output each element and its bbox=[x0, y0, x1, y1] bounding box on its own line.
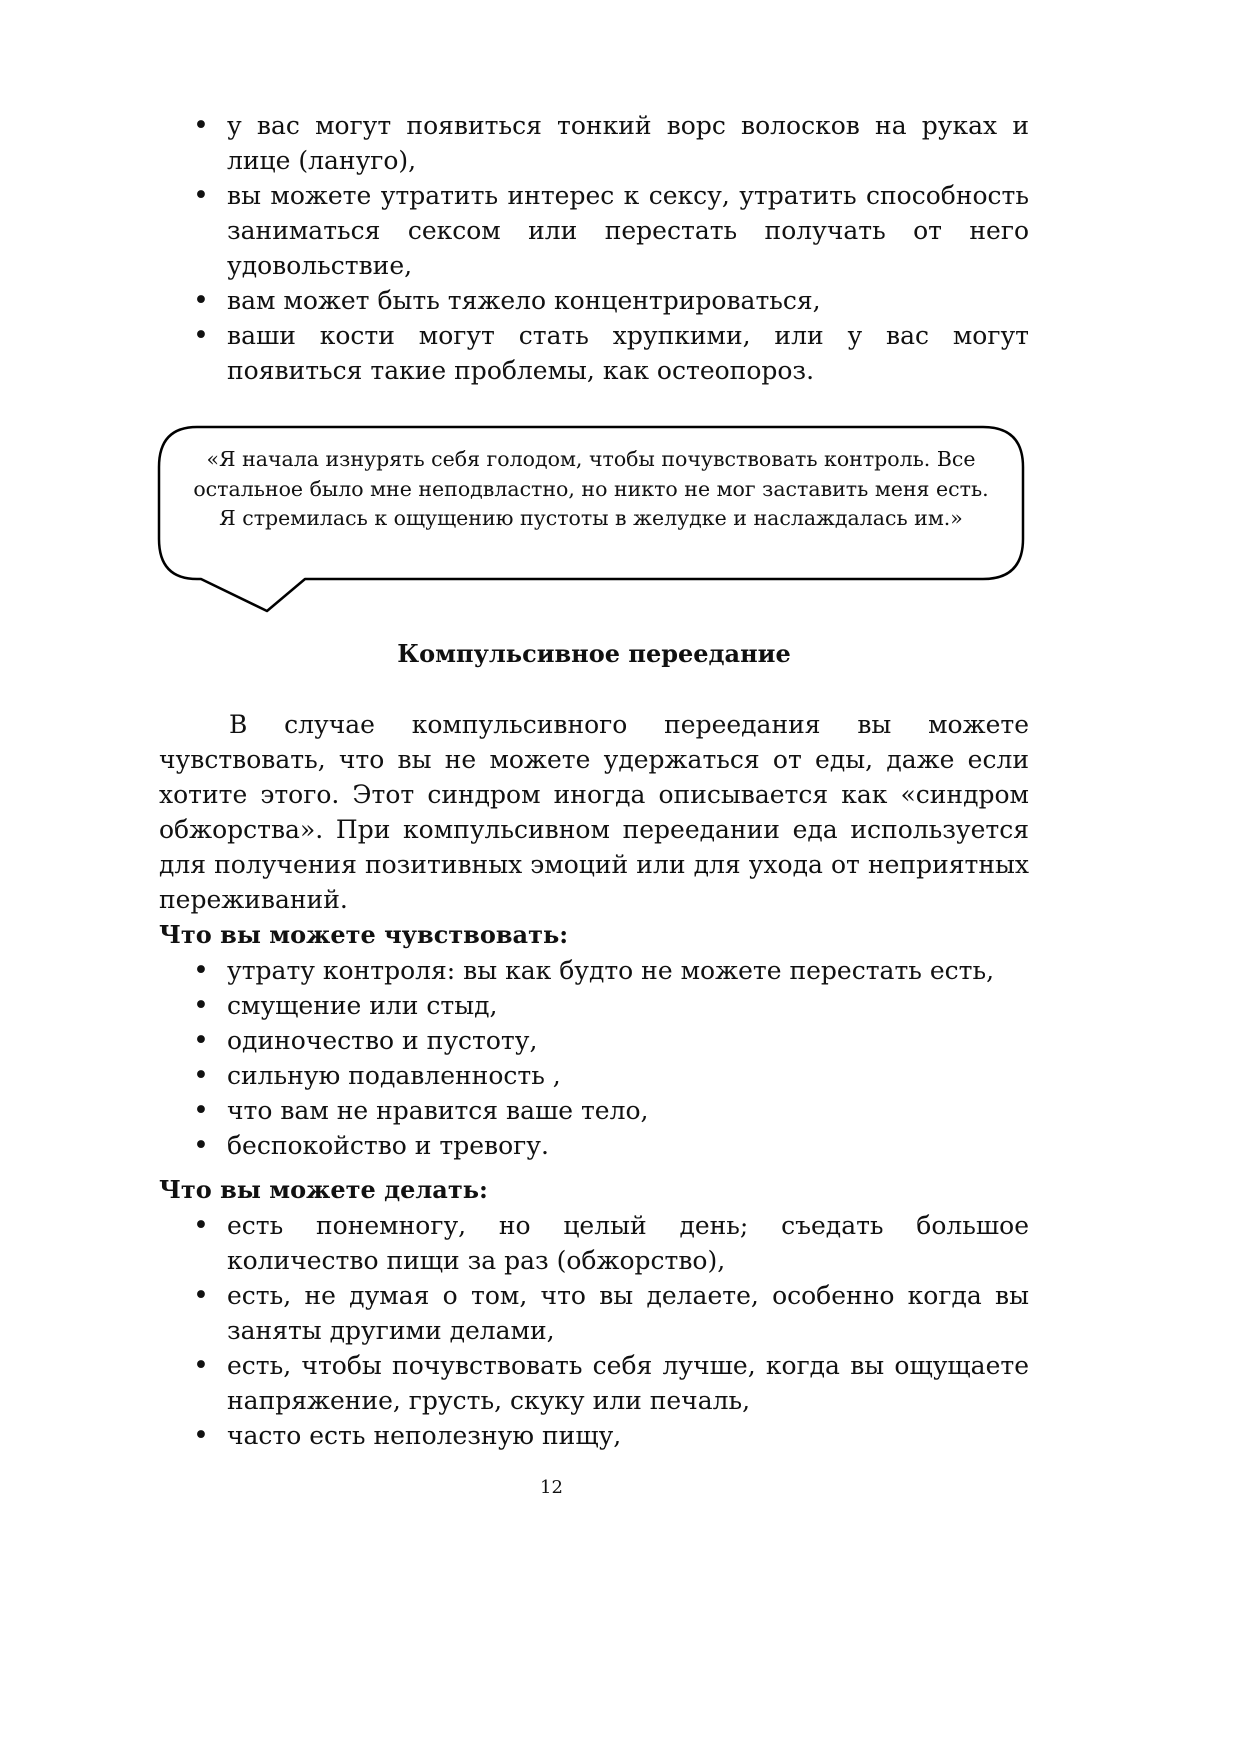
list-item: • есть понемногу, но целый день; съедать большое количество пищи за раз (обжорство), bbox=[159, 1208, 1029, 1278]
list-item: • сильную подавленность , bbox=[159, 1058, 1029, 1093]
quote-speech-bubble bbox=[157, 425, 1025, 613]
list-item: • одиночество и пустоту, bbox=[159, 1023, 1029, 1058]
do-subheading: Что вы можете делать: bbox=[159, 1175, 488, 1204]
list-item: • есть, чтобы почувствовать себя лучше, когда вы ощущаете напряжение, грусть, скуку или печаль, bbox=[159, 1348, 1029, 1418]
list-item: • часто есть неполезную пищу, bbox=[159, 1418, 1029, 1453]
list-item: • утрату контроля: вы как будто не можете перестать есть, bbox=[159, 953, 1029, 988]
section-heading: Компульсивное переедание bbox=[397, 639, 791, 668]
intro-paragraph: В случае компульсивного переедания вы можете чувствовать, что вы не можете удержаться от еды, даже если хотите этого. Этот синдром иногда описывается как «синдром обжорства». При компульсивном переедании еда используется для получения позитивных эмоций или для ухода от неприятных переживаний. bbox=[159, 710, 1029, 914]
list-item: • что вам не нравится ваше тело, bbox=[159, 1093, 1029, 1128]
list-item: • вы можете утратить интерес к сексу, утратить способность заниматься сексом или перестать получать от него удовольствие, bbox=[159, 178, 1029, 283]
patient-quote: «Я начала изнурять себя голодом, чтобы почувствовать контроль. Все остальное было мне неподвластно, но никто не мог заставить меня есть. Я стремилась к ощущению пустоты в желудке и наслаждалась им.» bbox=[193, 447, 989, 530]
list-item: • у вас могут появиться тонкий ворс волосков на руках и лице (лануго), bbox=[159, 108, 1029, 178]
list-item: • вам может быть тяжело концентрироваться, bbox=[159, 283, 1029, 318]
do-list bbox=[159, 1208, 1029, 1453]
feel-list bbox=[159, 953, 1029, 1163]
list-item: • беспокойство и тревогу. bbox=[159, 1128, 1029, 1163]
symptom-list-continued bbox=[159, 108, 1029, 388]
list-item: • смущение или стыд, bbox=[159, 988, 1029, 1023]
list-item: • ваши кости могут стать хрупкими, или у вас могут появиться такие проблемы, как остеопороз. bbox=[159, 318, 1029, 388]
feel-subheading: Что вы можете чувствовать: bbox=[159, 920, 569, 949]
list-item: • есть, не думая о том, что вы делаете, особенно когда вы заняты другими делами, bbox=[159, 1278, 1029, 1348]
page-number: 12 bbox=[540, 1477, 563, 1498]
